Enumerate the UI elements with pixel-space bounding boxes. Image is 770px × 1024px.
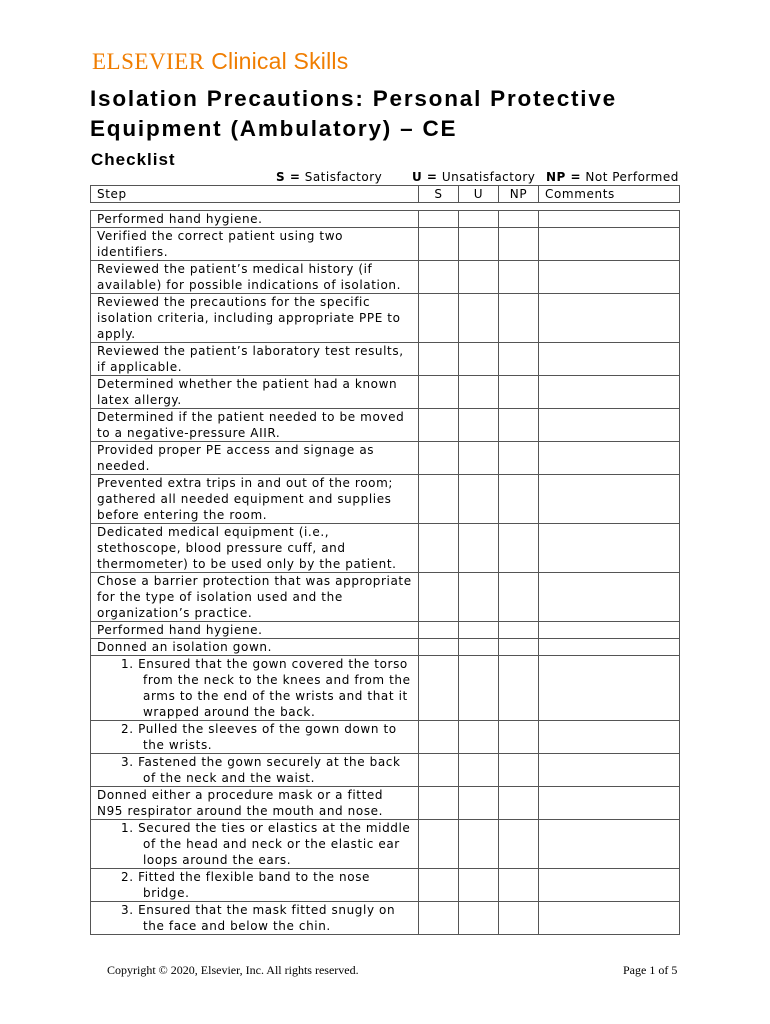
u-cell[interactable] — [459, 820, 499, 869]
table-row — [91, 869, 680, 902]
comments-cell[interactable] — [539, 639, 680, 656]
s-cell[interactable] — [419, 754, 459, 787]
np-cell[interactable] — [499, 228, 539, 261]
np-cell[interactable] — [499, 442, 539, 475]
document-title: Isolation Precautions: Personal Protective Equipment (Ambulatory) – CE — [90, 86, 617, 141]
u-cell[interactable] — [459, 902, 499, 935]
s-cell[interactable] — [419, 211, 459, 228]
s-cell[interactable] — [419, 442, 459, 475]
legend-s-key: S = — [276, 170, 301, 184]
u-cell[interactable] — [459, 573, 499, 622]
u-cell[interactable] — [459, 524, 499, 573]
np-cell[interactable] — [499, 622, 539, 639]
checklist-table — [90, 185, 680, 935]
np-cell[interactable] — [499, 902, 539, 935]
np-cell[interactable] — [499, 639, 539, 656]
comments-cell[interactable] — [539, 754, 680, 787]
comments-cell[interactable] — [539, 622, 680, 639]
u-cell[interactable] — [459, 343, 499, 376]
table-row — [91, 622, 680, 639]
step-text: Provided proper PE access and signage as needed. — [91, 442, 419, 475]
table-row — [91, 721, 680, 754]
table-row — [91, 475, 680, 524]
step-text: 2. Pulled the sleeves of the gown down to the wrists. — [91, 721, 419, 754]
comments-cell[interactable] — [539, 902, 680, 935]
comments-cell[interactable] — [539, 721, 680, 754]
np-cell[interactable] — [499, 475, 539, 524]
s-cell[interactable] — [419, 869, 459, 902]
step-text: Reviewed the precautions for the specific isolation criteria, including appropriate PPE to apply. — [91, 294, 419, 343]
np-cell[interactable] — [499, 754, 539, 787]
s-cell[interactable] — [419, 721, 459, 754]
header-comments: Comments — [539, 186, 680, 203]
header-s: S — [419, 186, 459, 203]
u-cell[interactable] — [459, 622, 499, 639]
u-cell[interactable] — [459, 787, 499, 820]
table-row — [91, 754, 680, 787]
legend-s-text: Satisfactory — [304, 170, 383, 184]
table-row — [91, 228, 680, 261]
s-cell[interactable] — [419, 261, 459, 294]
legend-not-performed — [546, 170, 679, 184]
s-cell[interactable] — [419, 376, 459, 409]
legend-u-text: Unsatisfactory — [441, 170, 536, 184]
u-cell[interactable] — [459, 656, 499, 721]
comments-cell[interactable] — [539, 228, 680, 261]
comments-cell[interactable] — [539, 211, 680, 228]
comments-cell[interactable] — [539, 442, 680, 475]
comments-cell[interactable] — [539, 261, 680, 294]
table-row — [91, 524, 680, 573]
table-row — [91, 261, 680, 294]
s-cell[interactable] — [419, 902, 459, 935]
s-cell[interactable] — [419, 573, 459, 622]
step-text: Donned either a procedure mask or a fitted N95 respirator around the mouth and nose. — [91, 787, 419, 820]
copyright-text: Copyright © 2020, Elsevier, Inc. All rights reserved. — [107, 963, 359, 977]
step-text: Performed hand hygiene. — [91, 211, 419, 228]
legend-np-key: NP = — [546, 170, 582, 184]
np-cell[interactable] — [499, 409, 539, 442]
header-spacer — [91, 203, 680, 211]
page-number: Page 1 of 5 — [623, 963, 678, 977]
header-step: Step — [91, 186, 419, 203]
s-cell[interactable] — [419, 639, 459, 656]
s-cell[interactable] — [419, 787, 459, 820]
np-cell[interactable] — [499, 211, 539, 228]
table-row — [91, 820, 680, 869]
step-text: Donned an isolation gown. — [91, 639, 419, 656]
np-cell[interactable] — [499, 656, 539, 721]
u-cell[interactable] — [459, 721, 499, 754]
np-cell[interactable] — [499, 343, 539, 376]
table-row — [91, 573, 680, 622]
step-text: 3. Fastened the gown securely at the back of the neck and the waist. — [91, 754, 419, 787]
u-cell[interactable] — [459, 228, 499, 261]
table-row — [91, 442, 680, 475]
checklist-heading: Checklist — [91, 150, 176, 169]
u-cell[interactable] — [459, 409, 499, 442]
s-cell[interactable] — [419, 294, 459, 343]
comments-cell[interactable] — [539, 820, 680, 869]
s-cell[interactable] — [419, 343, 459, 376]
step-text: Determined if the patient needed to be moved to a negative-pressure AIIR. — [91, 409, 419, 442]
comments-cell[interactable] — [539, 524, 680, 573]
table-row — [91, 294, 680, 343]
elsevier-logo — [92, 48, 348, 75]
step-text: Performed hand hygiene. — [91, 622, 419, 639]
table-row — [91, 211, 680, 228]
step-text: 3. Ensured that the mask fitted snugly on the face and below the chin. — [91, 902, 419, 935]
comments-cell[interactable] — [539, 409, 680, 442]
step-text: Dedicated medical equipment (i.e., stethoscope, blood pressure cuff, and thermometer) to be used only by the patient. — [91, 524, 419, 573]
comments-cell[interactable] — [539, 656, 680, 721]
step-text: 1. Secured the ties or elastics at the middle of the head and neck or the elastic ear loops around the ears. — [91, 820, 419, 869]
comments-cell[interactable] — [539, 573, 680, 622]
np-cell[interactable] — [499, 573, 539, 622]
s-cell[interactable] — [419, 409, 459, 442]
np-cell[interactable] — [499, 869, 539, 902]
s-cell[interactable] — [419, 622, 459, 639]
u-cell[interactable] — [459, 869, 499, 902]
np-cell[interactable] — [499, 820, 539, 869]
comments-cell[interactable] — [539, 343, 680, 376]
s-cell[interactable] — [419, 475, 459, 524]
legend-np-text: Not Performed — [585, 170, 679, 184]
step-text: Reviewed the patient’s laboratory test results, if applicable. — [91, 343, 419, 376]
step-text: 1. Ensured that the gown covered the torso from the neck to the knees and from the arms to the end of the wrists and that it wrapped around the back. — [91, 656, 419, 721]
legend-satisfactory — [276, 170, 382, 184]
step-text: Determined whether the patient had a known latex allergy. — [91, 376, 419, 409]
s-cell[interactable] — [419, 228, 459, 261]
table-row — [91, 639, 680, 656]
s-cell[interactable] — [419, 820, 459, 869]
table-row — [91, 787, 680, 820]
checklist-body — [91, 211, 680, 935]
u-cell[interactable] — [459, 294, 499, 343]
u-cell[interactable] — [459, 639, 499, 656]
comments-cell[interactable] — [539, 475, 680, 524]
u-cell[interactable] — [459, 475, 499, 524]
table-row — [91, 343, 680, 376]
step-text: Verified the correct patient using two identifiers. — [91, 228, 419, 261]
u-cell[interactable] — [459, 754, 499, 787]
np-cell[interactable] — [499, 261, 539, 294]
u-cell[interactable] — [459, 442, 499, 475]
header-np: NP — [499, 186, 539, 203]
u-cell[interactable] — [459, 261, 499, 294]
legend-unsatisfactory — [412, 170, 535, 184]
comments-cell[interactable] — [539, 869, 680, 902]
table-row — [91, 656, 680, 721]
comments-cell[interactable] — [539, 787, 680, 820]
comments-cell[interactable] — [539, 294, 680, 343]
table-header-row — [91, 186, 680, 203]
np-cell[interactable] — [499, 294, 539, 343]
np-cell[interactable] — [499, 524, 539, 573]
table-row — [91, 376, 680, 409]
np-cell[interactable] — [499, 787, 539, 820]
u-cell[interactable] — [459, 376, 499, 409]
np-cell[interactable] — [499, 376, 539, 409]
header-u: U — [459, 186, 499, 203]
step-text: Chose a barrier protection that was appropriate for the type of isolation used and the organization’s practice. — [91, 573, 419, 622]
s-cell[interactable] — [419, 524, 459, 573]
s-cell[interactable] — [419, 656, 459, 721]
u-cell[interactable] — [459, 211, 499, 228]
comments-cell[interactable] — [539, 376, 680, 409]
table-row — [91, 409, 680, 442]
step-text: 2. Fitted the flexible band to the nose bridge. — [91, 869, 419, 902]
step-text: Prevented extra trips in and out of the room; gathered all needed equipment and supplies before entering the room. — [91, 475, 419, 524]
table-row — [91, 902, 680, 935]
legend-u-key: U = — [412, 170, 438, 184]
np-cell[interactable] — [499, 721, 539, 754]
logo-brand: ELSEVIER — [92, 49, 205, 74]
logo-product: Clinical Skills — [211, 48, 349, 74]
step-text: Reviewed the patient’s medical history (if available) for possible indications of isolation. — [91, 261, 419, 294]
